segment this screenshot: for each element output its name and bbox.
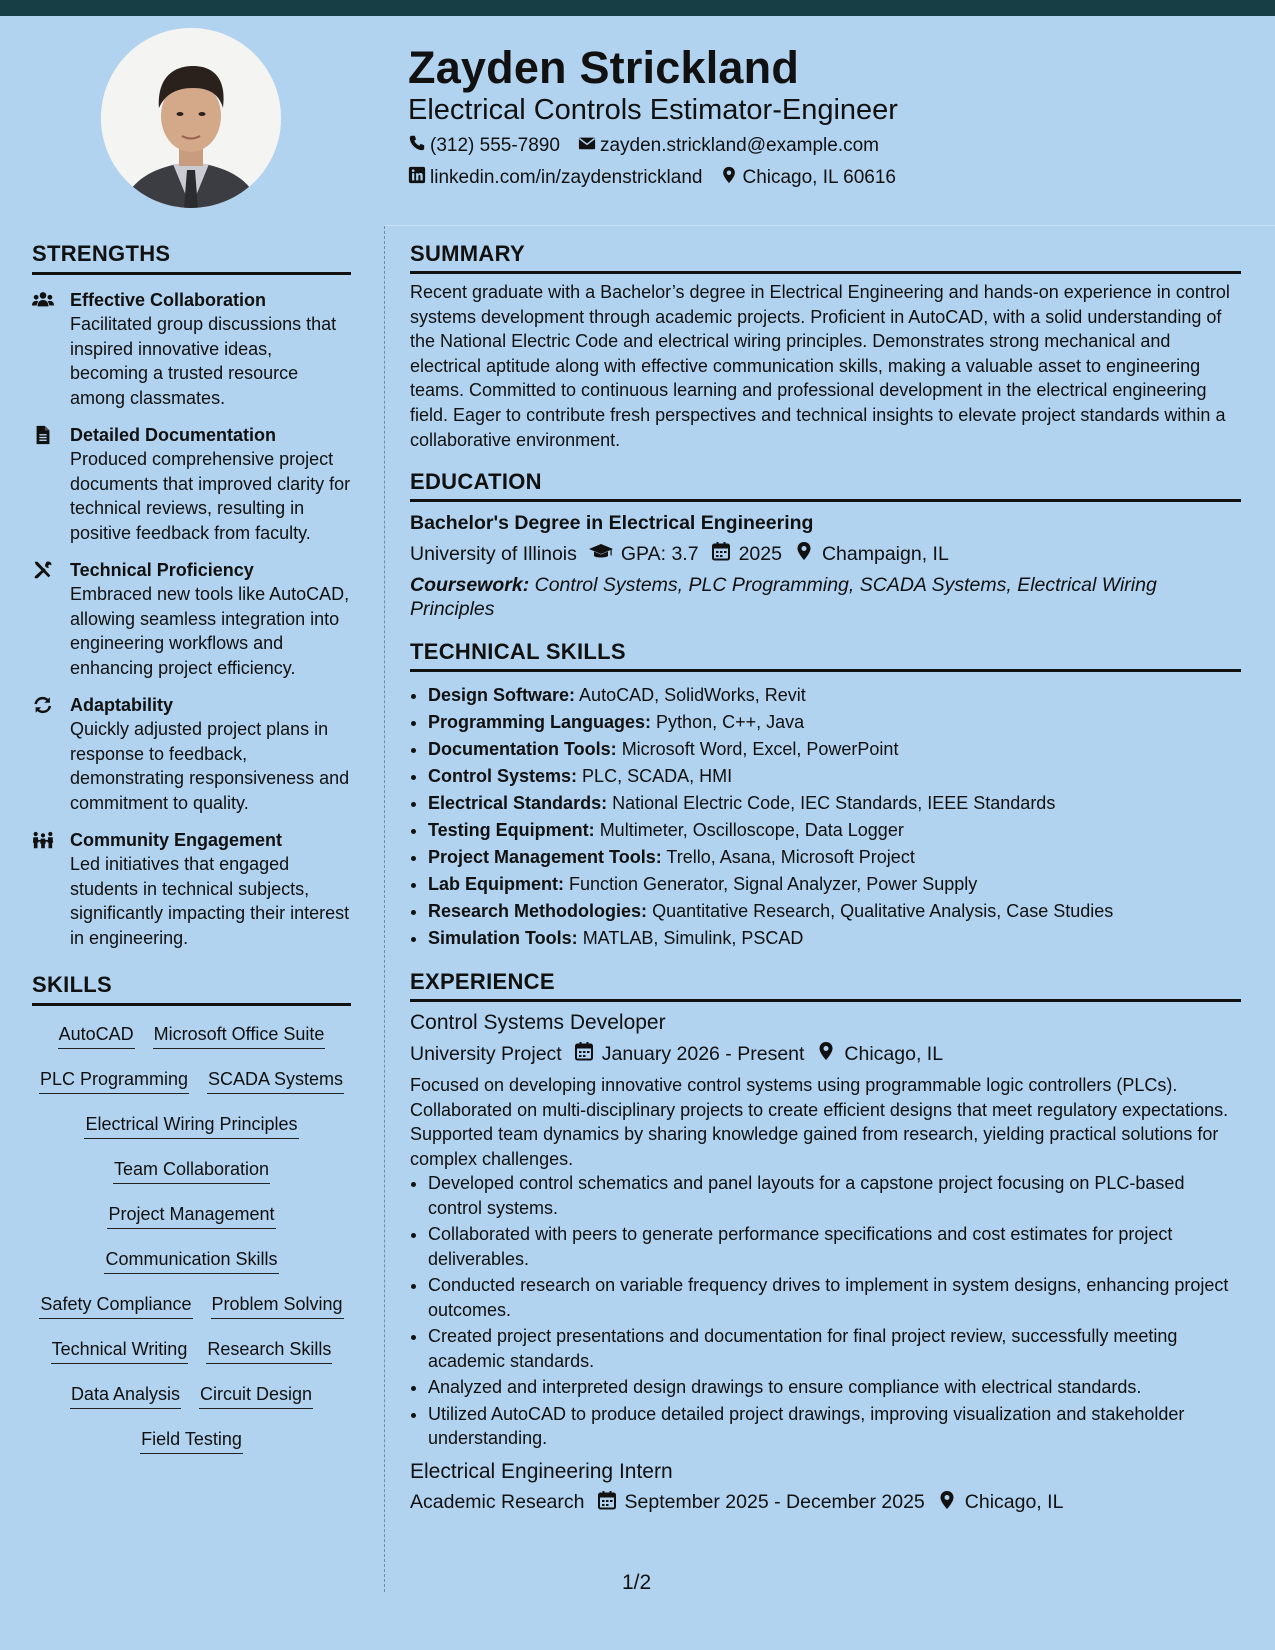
gpa-text: GPA: 3.7 — [620, 542, 699, 565]
school-location: Champaign, IL — [821, 542, 949, 565]
email-link[interactable]: zayden.strickland@example.com — [599, 135, 880, 156]
calendar-icon — [597, 1490, 617, 1516]
list-item — [428, 925, 1241, 952]
list-item: • Created project presentations and documentation for final project review, successfully meeting academic standards. — [428, 1324, 1241, 1373]
right-column — [410, 241, 1241, 1516]
contact-row-2 — [408, 166, 896, 190]
education-meta — [410, 541, 1241, 567]
skill-chip: Technical Writing — [51, 1337, 189, 1364]
phone-number[interactable]: (312) 555-7890 — [430, 135, 560, 156]
skill-chip: Circuit Design — [199, 1382, 313, 1409]
skill-category: Programming Languages: — [428, 712, 652, 733]
skill-chip: AutoCAD — [58, 1022, 135, 1049]
top-accent-bar — [0, 0, 1275, 16]
document-icon — [32, 423, 56, 545]
skill-chip: PLC Programming — [39, 1067, 189, 1094]
job-description: Focused on developing innovative control systems using programmable logic controllers (PLCs). Collaborated on multi-disciplinary projects to create efficient designs that meet regulatory expectations. Supported team dynamics by sharing knowledge gained from research, yielding practical solutions for complex challenges. — [410, 1075, 1229, 1169]
skill-chip: Electrical Wiring Principles — [84, 1112, 298, 1139]
tools-icon — [32, 558, 56, 680]
strength-text: Facilitated group discussions that inspired innovative ideas, becoming a trusted resource among classmates. — [70, 314, 337, 408]
summary-heading: SUMMARY — [410, 241, 1241, 274]
skill-values: Microsoft Word, Excel, PowerPoint — [621, 739, 899, 760]
header-divider — [384, 225, 1275, 226]
technical-skills-list — [410, 682, 1241, 952]
job-org: University Project — [410, 1042, 562, 1065]
skill-category: Research Methodologies: — [428, 901, 648, 922]
skill-chip: Data Analysis — [70, 1382, 181, 1409]
skill-chip: Project Management — [107, 1202, 275, 1229]
list-item — [428, 844, 1241, 871]
list-item — [428, 871, 1241, 898]
skill-chip: Safety Compliance — [39, 1292, 192, 1319]
skill-chip: Communication Skills — [104, 1247, 278, 1274]
job-location: Chicago, IL — [844, 1042, 944, 1065]
skill-values: MATLAB, Simulink, PSCAD — [582, 928, 804, 949]
strength-title: Adaptability — [70, 695, 174, 715]
list-item — [428, 682, 1241, 709]
skill-category: Testing Equipment: — [428, 820, 595, 841]
skills-heading: SKILLS — [32, 972, 351, 1006]
skills-list — [32, 1022, 351, 1454]
graduation-cap-icon — [589, 541, 613, 567]
job-location: Chicago, IL — [964, 1491, 1064, 1514]
skill-values: National Electric Code, IEC Standards, IEEE Standards — [612, 793, 1056, 814]
strength-item — [32, 693, 351, 815]
skill-chip: Field Testing — [140, 1427, 243, 1454]
skill-category: Electrical Standards: — [428, 793, 608, 814]
page-number: 1/2 — [622, 1571, 652, 1594]
skill-category: Simulation Tools: — [428, 928, 578, 949]
job-bullets — [410, 1171, 1241, 1451]
skill-chip: Research Skills — [206, 1337, 332, 1364]
skill-values: Python, C++, Java — [656, 712, 805, 733]
skill-chip: Team Collaboration — [113, 1157, 270, 1184]
candidate-name: Zayden Strickland — [408, 42, 800, 93]
list-item: • Collaborated with peers to generate performance specifications and cost estimates for project deliverables. — [428, 1222, 1241, 1271]
list-item: • Conducted research on variable frequency drives to implement in system designs, enhancing project outcomes. — [428, 1273, 1241, 1322]
location-icon — [937, 1490, 957, 1516]
list-item — [428, 736, 1241, 763]
location-icon — [720, 166, 738, 190]
candidate-title: Electrical Controls Estimator-Engineer — [408, 94, 898, 126]
strengths-heading: STRENGTHS — [32, 241, 351, 275]
strength-item — [32, 288, 351, 410]
strength-text: Embraced new tools like AutoCAD, allowing seamless integration into engineering workflows and enhancing project efficiency. — [70, 584, 350, 678]
list-item: • Utilized AutoCAD to produce detailed project drawings, improving visualization and stakeholder understanding. — [428, 1402, 1241, 1451]
skill-chip: Problem Solving — [211, 1292, 344, 1319]
contact-row-1 — [408, 134, 879, 158]
linkedin-icon — [408, 166, 426, 190]
calendar-icon — [711, 541, 731, 567]
list-item — [428, 763, 1241, 790]
skill-values: Function Generator, Signal Analyzer, Power Supply — [569, 874, 978, 895]
job-meta — [410, 1490, 1241, 1516]
experience-heading: EXPERIENCE — [410, 969, 1241, 1002]
coursework-list: Control Systems, PLC Programming, SCADA Systems, Electrical Wiring Principles — [410, 574, 1157, 621]
job-title: Electrical Engineering Intern — [410, 1459, 673, 1483]
summary-text: Recent graduate with a Bachelor’s degree in Electrical Engineering and hands-on experience in control systems development through academic projects. Proficient in AutoCAD, with a solid understanding of the National Electric Code and electrical wiring principles. Demonstrates strong mechanical and electrical aptitude along with effective communication skills, making a valuable asset to engineering teams. Committed to continuous learning and professional development in the electrical engineering field. Eager to contribute fresh perspectives and technical insights to elevate project standards within a collaborative environment. — [410, 282, 1230, 450]
skill-values: Quantitative Research, Qualitative Analysis, Case Studies — [652, 901, 1114, 922]
skill-category: Control Systems: — [428, 766, 578, 787]
profile-photo — [101, 28, 281, 208]
strength-title: Detailed Documentation — [70, 425, 277, 445]
strength-item — [32, 423, 351, 545]
list-item: • Developed control schematics and panel layouts for a capstone project focusing on PLC-based control systems. — [428, 1171, 1241, 1220]
graduation-year: 2025 — [738, 542, 782, 565]
list-item — [428, 817, 1241, 844]
skill-category: Design Software: — [428, 685, 576, 706]
skill-values: PLC, SCADA, HMI — [582, 766, 733, 787]
job-meta — [410, 1041, 1241, 1067]
strength-title: Community Engagement — [70, 830, 283, 850]
phone-icon — [408, 134, 426, 158]
location-text: Chicago, IL 60616 — [742, 167, 896, 188]
strength-title: Technical Proficiency — [70, 560, 254, 580]
strength-title: Effective Collaboration — [70, 290, 267, 310]
list-item — [428, 790, 1241, 817]
sync-icon — [32, 693, 56, 815]
list-item — [428, 709, 1241, 736]
strength-text: Led initiatives that engaged students in technical subjects, significantly impacting their interest in engineering. — [70, 854, 350, 948]
strength-text: Produced comprehensive project documents that improved clarity for technical reviews, resulting in positive feedback from faculty. — [70, 449, 351, 543]
skill-values: Multimeter, Oscilloscope, Data Logger — [599, 820, 904, 841]
skill-chip: SCADA Systems — [207, 1067, 344, 1094]
list-item: • Analyzed and interpreted design drawings to ensure compliance with electrical standards. — [428, 1375, 1241, 1400]
job-org: Academic Research — [410, 1491, 585, 1514]
email-icon — [578, 134, 596, 158]
degree-title: Bachelor's Degree in Electrical Engineering — [410, 512, 814, 535]
list-item — [428, 898, 1241, 925]
job-title: Control Systems Developer — [410, 1011, 666, 1035]
skill-category: Lab Equipment: — [428, 874, 564, 895]
coursework-label: Coursework: — [410, 574, 530, 597]
skill-values: AutoCAD, SolidWorks, Revit — [579, 685, 806, 706]
skill-category: Documentation Tools: — [428, 739, 617, 760]
coursework — [410, 573, 1241, 621]
location-icon — [816, 1041, 836, 1067]
skill-values: Trello, Asana, Microsoft Project — [666, 847, 915, 868]
strength-item — [32, 828, 351, 950]
skill-category: Project Management Tools: — [428, 847, 662, 868]
technical-skills-heading: TECHNICAL SKILLS — [410, 639, 1241, 672]
education-heading: EDUCATION — [410, 469, 1241, 502]
skill-chip: Microsoft Office Suite — [153, 1022, 326, 1049]
people-group-icon — [32, 828, 56, 950]
calendar-icon — [574, 1041, 594, 1067]
job-dates: January 2026 - Present — [601, 1042, 805, 1065]
strength-text: Quickly adjusted project plans in response to feedback, demonstrating responsiveness and commitment to quality. — [70, 719, 350, 813]
left-column — [32, 241, 351, 1454]
strength-item — [32, 558, 351, 680]
column-divider — [384, 226, 385, 1592]
users-icon — [32, 288, 56, 410]
linkedin-link[interactable]: linkedin.com/in/zaydenstrickland — [430, 167, 703, 188]
school-name: University of Illinois — [410, 542, 577, 565]
job-dates: September 2025 - December 2025 — [624, 1491, 925, 1514]
location-icon — [794, 541, 814, 567]
